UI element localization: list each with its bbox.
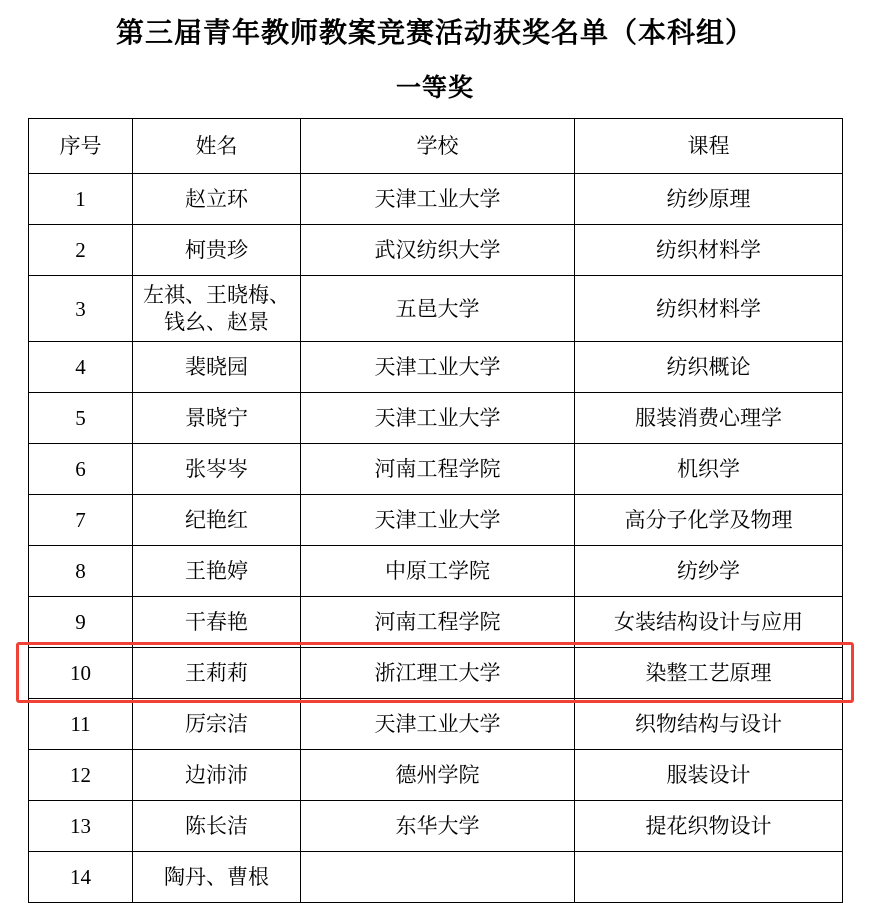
cell-name: 边沛沛: [133, 749, 301, 800]
cell-school: 浙江理工大学: [301, 647, 575, 698]
cell-school: 东华大学: [301, 800, 575, 851]
table-header-row: [29, 119, 843, 174]
table-row: [29, 596, 843, 647]
column-header-school: 学校: [301, 119, 575, 174]
cell-index: 9: [29, 596, 133, 647]
cell-name: 左祺、王晓梅、钱幺、赵景: [133, 276, 301, 342]
cell-school: 中原工学院: [301, 545, 575, 596]
cell-course: 纺纱原理: [575, 174, 843, 225]
cell-name: 陶丹、曹根: [133, 851, 301, 902]
cell-school: 天津工业大学: [301, 494, 575, 545]
cell-course: 染整工艺原理: [575, 647, 843, 698]
cell-course: 机织学: [575, 443, 843, 494]
table-row: [29, 341, 843, 392]
column-header-course: 课程: [575, 119, 843, 174]
cell-course: 高分子化学及物理: [575, 494, 843, 545]
table-row: [29, 443, 843, 494]
cell-index: 3: [29, 276, 133, 342]
cell-course: 服装消费心理学: [575, 392, 843, 443]
cell-school: 武汉纺织大学: [301, 225, 575, 276]
table-body: [29, 174, 843, 903]
cell-name: 纪艳红: [133, 494, 301, 545]
column-header-name: 姓名: [133, 119, 301, 174]
cell-course: 纺纱学: [575, 545, 843, 596]
table-row-partial: [29, 851, 843, 902]
cell-name: 柯贵珍: [133, 225, 301, 276]
cell-name: 干春艳: [133, 596, 301, 647]
table-row-highlighted: [29, 647, 843, 698]
cell-school: 五邑大学: [301, 276, 575, 342]
page-title: 第三届青年教师教案竞赛活动获奖名单（本科组）: [115, 18, 754, 49]
table-row: [29, 494, 843, 545]
cell-course: 纺织材料学: [575, 225, 843, 276]
table-row: [29, 749, 843, 800]
award-table-container: [28, 118, 842, 903]
table-row: [29, 698, 843, 749]
table-row: [29, 392, 843, 443]
cell-name: 赵立环: [133, 174, 301, 225]
cell-index: 12: [29, 749, 133, 800]
cell-index: 2: [29, 225, 133, 276]
cell-school: 河南工程学院: [301, 596, 575, 647]
cell-index: 8: [29, 545, 133, 596]
cell-name: 厉宗洁: [133, 698, 301, 749]
cell-course: 纺织概论: [575, 341, 843, 392]
cell-name: 王莉莉: [133, 647, 301, 698]
cell-course: [575, 851, 843, 902]
cell-course: 提花织物设计: [575, 800, 843, 851]
cell-course: 纺织材料学: [575, 276, 843, 342]
cell-index: 14: [29, 851, 133, 902]
cell-index: 1: [29, 174, 133, 225]
cell-name: 景晓宁: [133, 392, 301, 443]
cell-index: 6: [29, 443, 133, 494]
cell-index: 7: [29, 494, 133, 545]
cell-school: 天津工业大学: [301, 174, 575, 225]
table-header: [29, 119, 843, 174]
cell-index: 10: [29, 647, 133, 698]
cell-index: 13: [29, 800, 133, 851]
cell-school: 河南工程学院: [301, 443, 575, 494]
cell-school: 天津工业大学: [301, 392, 575, 443]
cell-index: 11: [29, 698, 133, 749]
table-row: [29, 545, 843, 596]
cell-school: 天津工业大学: [301, 698, 575, 749]
award-table: [28, 118, 843, 903]
cell-index: 5: [29, 392, 133, 443]
cell-course: 服装设计: [575, 749, 843, 800]
table-row: [29, 800, 843, 851]
cell-school: 天津工业大学: [301, 341, 575, 392]
table-row: [29, 225, 843, 276]
cell-course: 女装结构设计与应用: [575, 596, 843, 647]
table-row: [29, 276, 843, 342]
table-row: [29, 174, 843, 225]
cell-name: 陈长洁: [133, 800, 301, 851]
cell-index: 4: [29, 341, 133, 392]
cell-name: 王艳婷: [133, 545, 301, 596]
cell-name: 张岑岑: [133, 443, 301, 494]
cell-course: 织物结构与设计: [575, 698, 843, 749]
cell-school: [301, 851, 575, 902]
award-level-heading: 一等奖: [395, 75, 474, 103]
cell-name: 裴晓园: [133, 341, 301, 392]
document-page: [0, 16, 870, 889]
cell-school: 德州学院: [301, 749, 575, 800]
column-header-index: 序号: [29, 119, 133, 174]
